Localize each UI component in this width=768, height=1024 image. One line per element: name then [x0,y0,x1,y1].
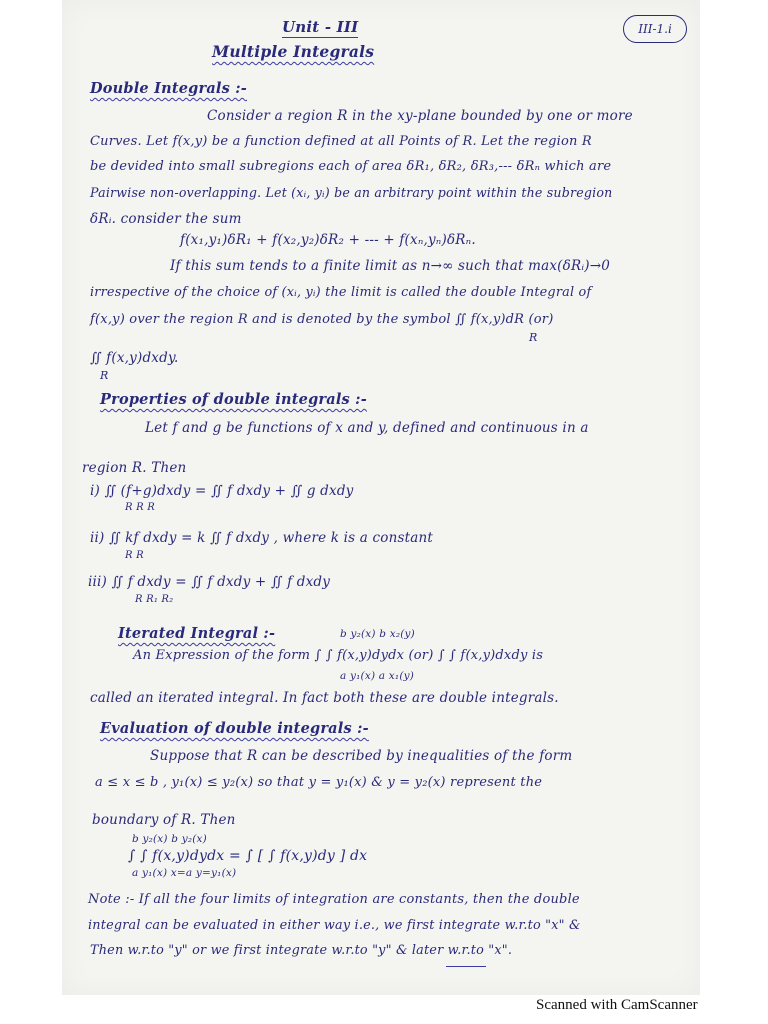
heading-double-integrals: Double Integrals :- [90,80,248,97]
equation-sum: f(x₁,y₁)δR₁ + f(x₂,y₂)δR₂ + --- + f(xₙ,yₙ)δRₙ. [180,232,476,248]
property-limits: R R R [125,502,155,513]
text-line: An Expression of the form ∫ ∫ f(x,y)dydx (or) ∫ ∫ f(x,y)dxdy is [133,648,544,663]
note-line: Then w.r.to "y" or we first integrate w.r.to "y" & later w.r.to "x". [90,943,513,958]
integral-limits: b y₂(x) b y₂(x) [132,833,207,845]
property-1: i) ∬ (f+g)dxdy = ∬ f dxdy + ∬ g dxdy [90,483,354,499]
integral-limits: b y₂(x) b x₂(y) [340,628,415,640]
page-number-badge: III-1.i [623,15,687,43]
text-line: irrespective of the choice of (xᵢ, yᵢ) the limit is called the double Integral of [90,285,592,300]
property-limits: R R₁ R₂ [135,594,174,605]
heading-evaluation: Evaluation of double integrals :- [100,720,369,737]
text-line: boundary of R. Then [92,812,236,828]
property-2: ii) ∬ kf dxdy = k ∬ f dxdy , where k is a constant [90,530,434,546]
text-line: Consider a region R in the xy-plane bounded by one or more [207,108,633,124]
scanner-watermark: Scanned with CamScanner [536,997,698,1013]
topic-title: Multiple Integrals [212,42,375,61]
text-line: Suppose that R can be described by inequalities of the form [150,748,573,764]
text-line: Let f and g be functions of x and y, defined and continuous in a [145,420,589,436]
integral-limits: a y₁(x) a x₁(y) [340,670,415,682]
heading-properties: Properties of double integrals :- [100,391,367,408]
text-line: If this sum tends to a finite limit as n→∞ such that max(δRᵢ)→0 [170,258,611,274]
text-line: be devided into small subregions each of area δR₁, δR₂, δR₃,--- δRₙ which are [90,159,612,174]
subscript-region: R [100,369,109,382]
note-line: integral can be evaluated in either way i.e., we first integrate w.r.to "x" & [88,918,581,933]
unit-title: Unit - III [282,18,359,36]
text-line: Pairwise non-overlapping. Let (xᵢ, yᵢ) be an arbitrary point within the subregion [90,185,613,200]
text-line: called an iterated integral. In fact both these are double integrals. [90,690,559,706]
text-line: f(x,y) over the region R and is denoted by the symbol ∬ f(x,y)dR (or) [90,312,554,327]
subscript-region: R [529,331,538,344]
text-line: Curves. Let f(x,y) be a function defined at all Points of R. Let the region R [90,134,592,149]
text-line: region R. Then [82,460,187,476]
property-3: iii) ∬ f dxdy = ∬ f dxdy + ∬ f dxdy [88,574,331,590]
text-line: ∬ f(x,y)dxdy. [90,350,179,366]
integral-limits: a y₁(x) x=a y=y₁(x) [132,867,237,879]
equation-evaluation: ∫ ∫ f(x,y)dydx = ∫ [ ∫ f(x,y)dy ] dx [128,848,368,864]
text-line: δRᵢ. consider the sum [90,211,242,227]
note-line: Note :- If all the four limits of integration are constants, then the double [88,892,580,907]
text-line: a ≤ x ≤ b , y₁(x) ≤ y₂(x) so that y = y₁(x) & y = y₂(x) represent the [95,775,543,790]
end-divider [446,966,486,967]
heading-iterated-integral: Iterated Integral :- [118,625,276,642]
property-limits: R R [125,550,144,561]
